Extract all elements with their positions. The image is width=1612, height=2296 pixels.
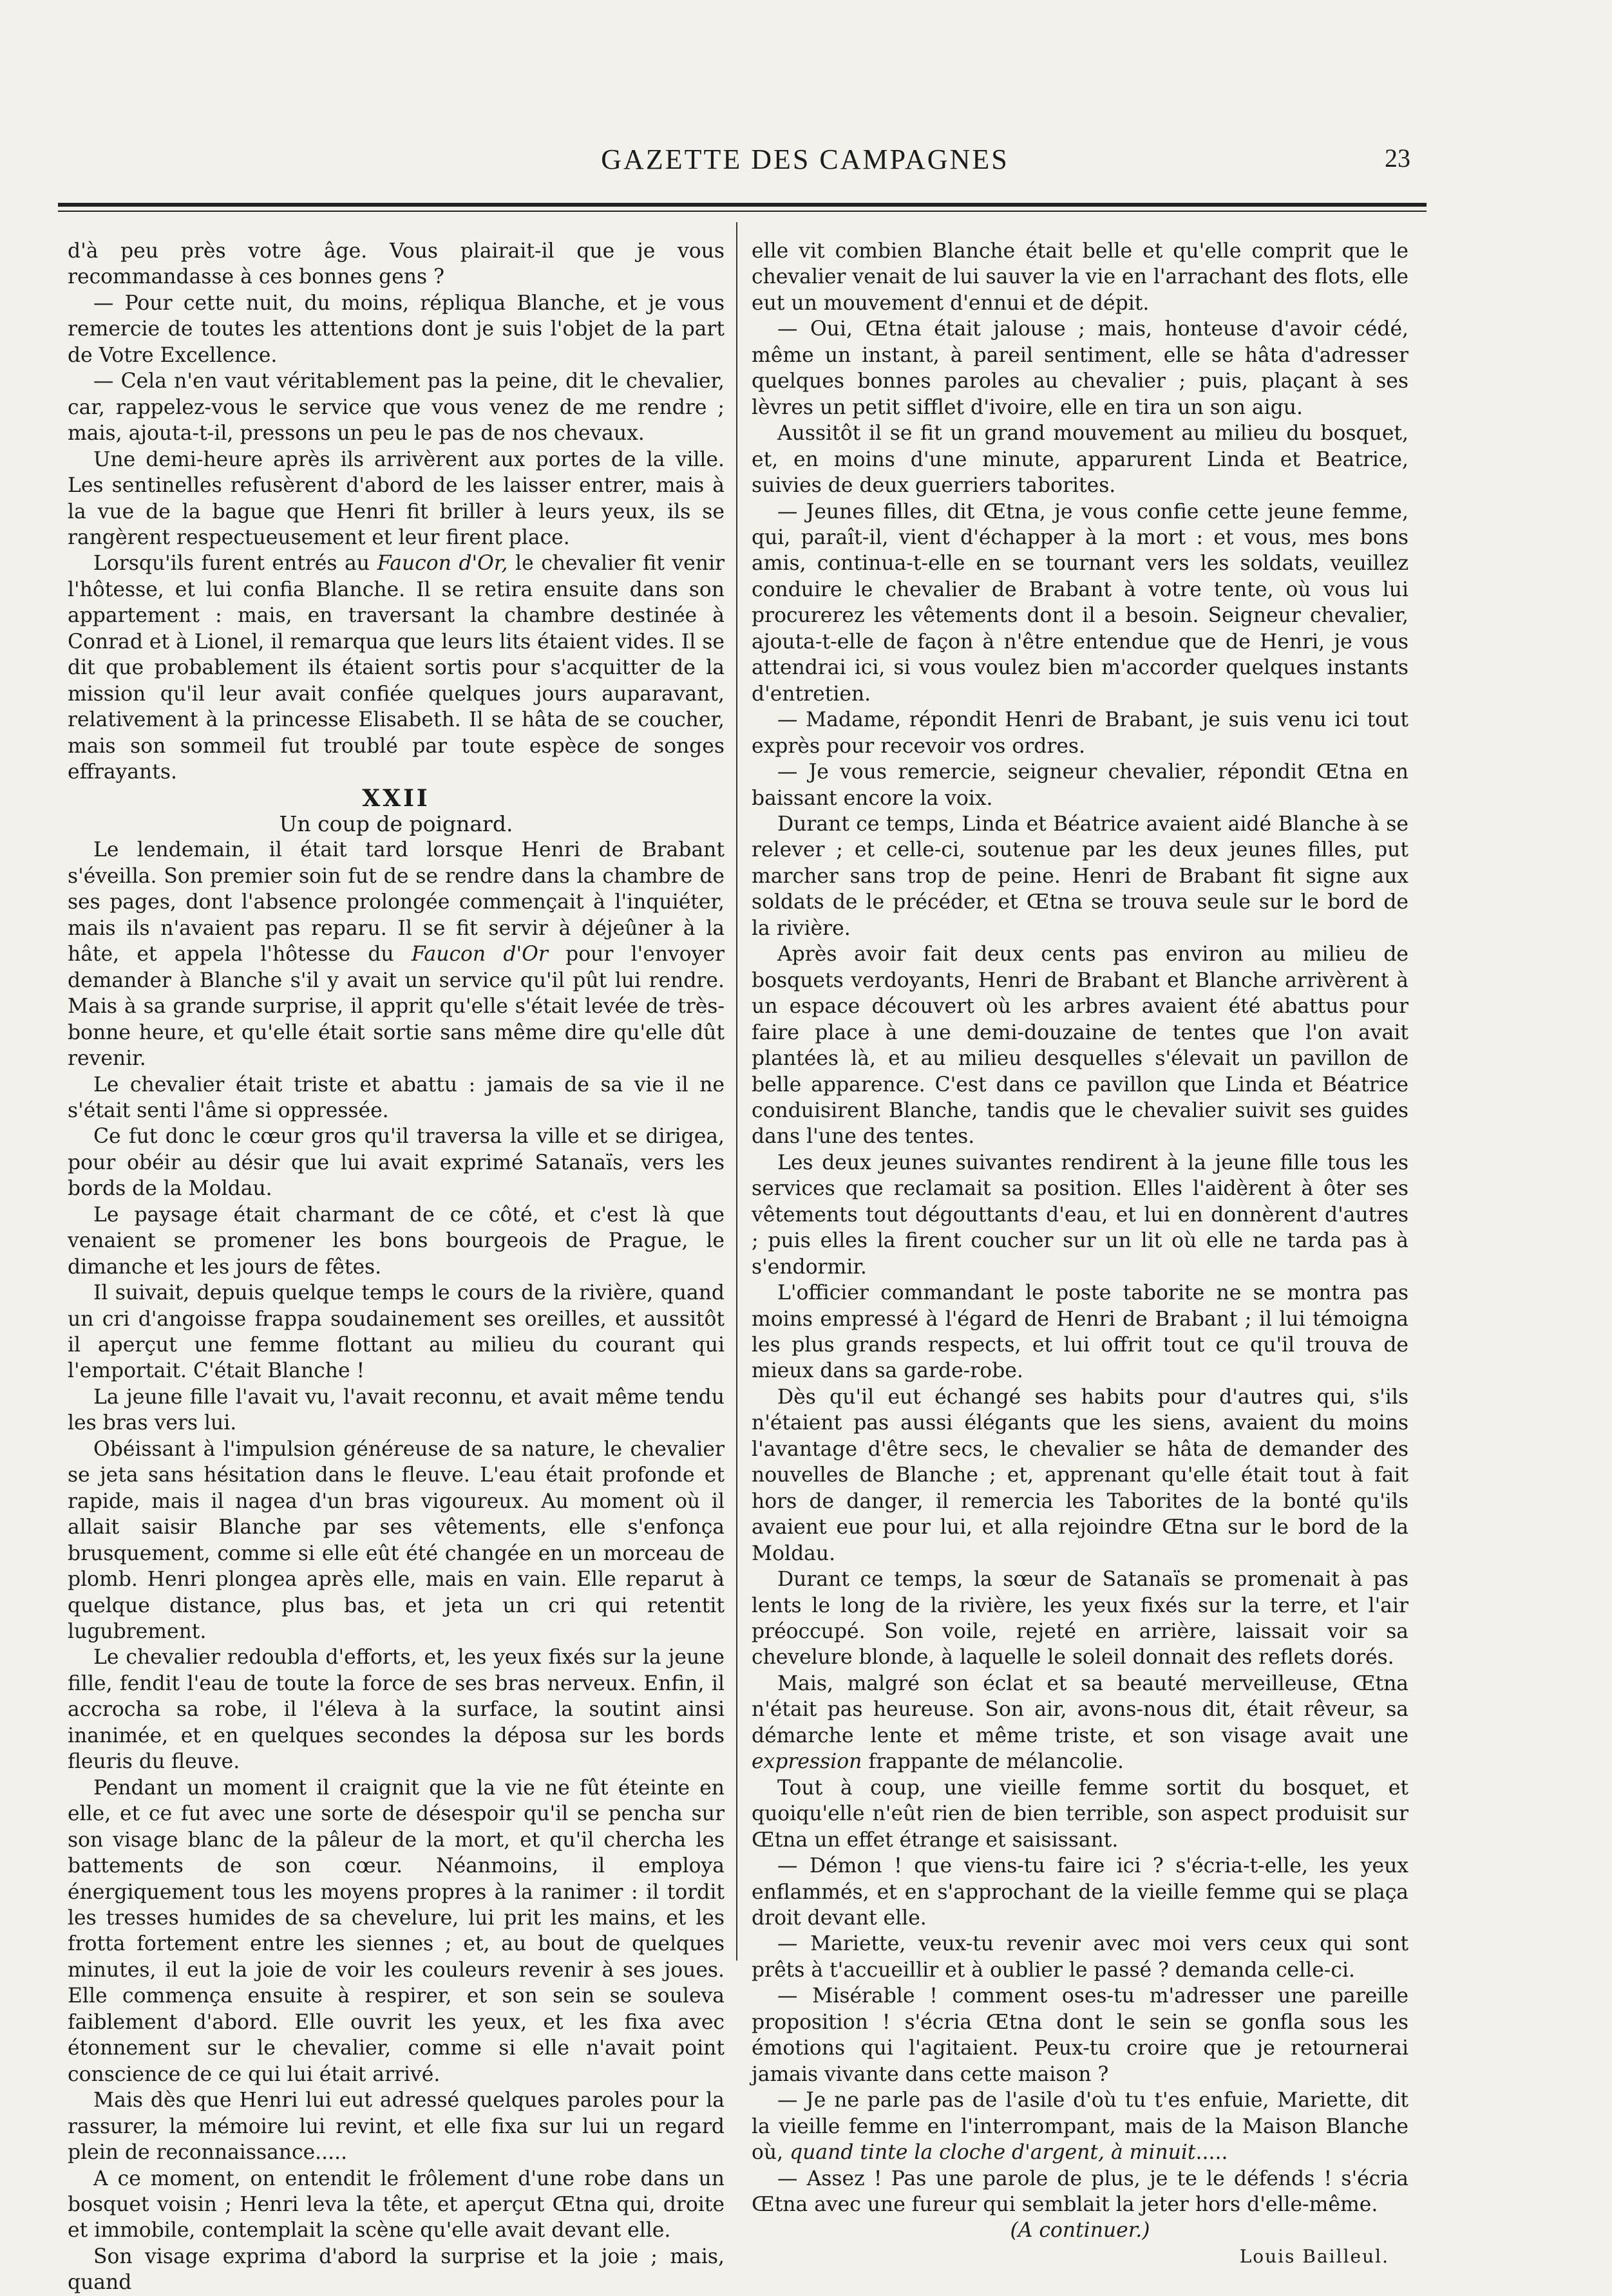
paragraph: Après avoir fait deux cents pas environ au milieu de bosquets verdoyants, Henri de Brabant et Blanche arrivèrent à un espace découvert où les arbres avaient été abattus pour faire place à une demi-douzaine de tentes que l'on avait plantées là, et au milieu desquelles s'élevait un pavillon de belle apparence. C'est dans ce pavillon que Linda et Béatrice conduisirent Blanche, tandis que le chevalier suivit ses guides dans l'une des tentes. [752, 943, 1408, 1149]
text-run: Le lendemain, il était tard lorsque Henri de Brabant s'éveilla. Son premier soin fut de se rendre dans la chambre de ses pages, dont l'absence prolongée commençait à l'inquiéter, mais ils n'avaient pas reparu. Il se fit servir à déjeûner à la hâte, et appela l'hôtesse du [68, 838, 725, 966]
paragraph: — Madame, répondit Henri de Brabant, je suis venu ici tout exprès pour recevoir vos ordres. [752, 708, 1408, 758]
text-run: pour l'envoyer demander à Blanche s'il y avait un service qu'il pût lui rendre. Mais à sa grande surprise, il apprit qu'elle s'était levée de très-bonne heure, et qu'elle était sortie sans même dire qu'elle dût revenir. [68, 943, 725, 1071]
right-column [752, 238, 1408, 2270]
paragraph: Aussitôt il se fit un grand mouvement au milieu du bosquet, et, en moins d'une minute, apparurent Linda et Beatrice, suivies de deux guerriers taborites. [752, 422, 1408, 498]
paragraph: — Assez ! Pas une parole de plus, je te le défends ! s'écria Œtna avec une fureur qui semblait la jeter hors d'elle-même. [752, 2167, 1408, 2216]
paragraph: — Pour cette nuit, du moins, répliqua Blanche, et je vous remercie de toutes les attentions dont je suis l'objet de la part de Votre Excellence. [68, 291, 725, 367]
paragraph: L'officier commandant le poste taborite ne se montra pas moins empressé à l'égard de Henri de Brabant ; il lui témoigna les plus grands respects, et lui offrit tout ce qu'il trouva de mieux dans sa garde-robe. [752, 1281, 1408, 1383]
paragraph: Le paysage était charmant de ce côté, et c'est là que venaient se promener les bons bourgeois de Prague, le dimanche et les jours de fêtes. [68, 1203, 725, 1279]
paragraph [68, 837, 725, 1071]
header-rule-thick [58, 203, 1427, 207]
italic-text: Faucon d'Or, [377, 552, 508, 576]
text-run: Mais, malgré son éclat et sa beauté merveilleuse, Œtna n'était pas heureuse. Son air, avons-nous dit, était rêveur, sa démarche lente et même triste, et son visage avait une [752, 1671, 1408, 1747]
paragraph: d'à peu près votre âge. Vous plairait-il que je vous recommandasse à ces bonnes gens ? [68, 240, 725, 289]
paragraph: Pendant un moment il craignit que la vie ne fût éteinte en elle, et ce fut avec une sorte de désespoir qu'il se pencha sur son visage blanc de la pâleur de la mort, et qu'il chercha les battements de son cœur. Néanmoins, il employa énergiquement tous les moyens propres à la ranimer : il tordit les tresses humides de sa chevelure, lui prit les mains, et les frotta fortement entre les siennes ; et, au bout de quelques minutes, il eut la joie de voir les couleurs revenir à ses joues. Elle commença ensuite à respirer, et son sein se souleva faiblement d'abord. Elle ouvrit les yeux, et les fixa avec étonnement sur le chevalier, comme si elle n'avait point conscience de ce qui lui était arrivé. [68, 1776, 725, 2086]
paragraph: Durant ce temps, Linda et Béatrice avaient aidé Blanche à se relever ; et celle-ci, soutenue par les deux jeunes filles, put marcher sans trop de peine. Henri de Brabant fit signe aux soldats de le précéder, et Œtna se trouva seule sur le bord de la rivière. [752, 812, 1408, 940]
paragraph: — Démon ! que viens-tu faire ici ? s'écria-t-elle, les yeux enflammés, et en s'approchant de la vieille femme qui se plaça droit devant elle. [752, 1854, 1408, 1930]
to-be-continued: (A continuer.) [1010, 2219, 1150, 2243]
text-run: Lorsqu'ils furent entrés au [93, 552, 377, 576]
column-divider [736, 222, 737, 1961]
paragraph: Ce fut donc le cœur gros qu'il traversa la ville et se dirigea, pour obéir au désir que lui avait exprimé Satanaïs, vers les bords de la Moldau. [68, 1125, 725, 1201]
paragraph: Tout à coup, une vieille femme sortit du bosquet, et quoiqu'elle n'eût rien de bien terrible, son aspect produisit sur Œtna un effet étrange et saisissant. [752, 1776, 1408, 1852]
text-run: le chevalier fit venir l'hôtesse, et lui confia Blanche. Il se retira ensuite dans son appartement : mais, en traversant la chambre destinée à Conrad et à Lionel, il remarqua que leurs lits étaient vides. Il se dit que probablement ils étaient sortis pour s'acquitter de la mission qu'il leur avait confiée quelques jours auparavant, relativement à la princesse Elisabeth. Il se hâta de se coucher, mais son sommeil fut troublé par toute espèce de songes effrayants. [68, 552, 725, 784]
text-run: frappante de mélancolie. [862, 1750, 1124, 1774]
header-rule-thin [58, 211, 1427, 212]
paragraph: Le chevalier était triste et abattu : jamais de sa vie il ne s'était senti l'âme si oppressée. [68, 1073, 725, 1122]
page-number: 23 [1385, 144, 1410, 173]
paragraph: Il suivait, depuis quelque temps le cours de la rivière, quand un cri d'angoisse frappa soudainement ses oreilles, et aussitôt il aperçut une femme flottant au milieu du courant qui l'emportait. C'était Blanche ! [68, 1281, 725, 1383]
italic-text: Faucon d'Or [411, 943, 548, 966]
paragraph: elle vit combien Blanche était belle et qu'elle comprit que le chevalier venait de lui sauver la vie en l'arrachant des flots, elle eut un mouvement d'ennui et de dépit. [752, 240, 1408, 315]
text-run: ..... [1195, 2141, 1228, 2165]
page-title: GAZETTE DES CAMPAGNES [601, 144, 1009, 175]
paragraph: — Jeunes filles, dit Œtna, je vous confie cette jeune femme, qui, paraît-il, vient d'échapper à la mort : et vous, mes bons amis, continua-t-elle en se tournant vers les soldats, veuillez conduire le chevalier de Brabant à votre tente, où vous lui procurerez les vêtements dont il a besoin. Seigneur chevalier, ajouta-t-elle de façon à n'être entendue que de Henri, je vous attendrai ici, si vous voulez bien m'accorder quelques instants d'entretien. [752, 500, 1408, 706]
paragraph: — Cela n'en vaut véritablement pas la peine, dit le chevalier, car, rappelez-vous le service que vous venez de me rendre ; mais, ajouta-t-il, pressons un peu le pas de nos chevaux. [68, 370, 725, 446]
paragraph [68, 550, 725, 785]
chapter-title: Un coup de poignard. [279, 811, 513, 836]
left-column [68, 238, 725, 2296]
paragraph: Durant ce temps, la sœur de Satanaïs se promenait à pas lents le long de la rivière, les yeux fixés sur la terre, et l'air préoccupé. Son voile, rejeté en arrière, laissait voir sa chevelure blonde, à laquelle le soleil donnait des reflets dorés. [752, 1568, 1408, 1670]
paragraph: Son visage exprima d'abord la surprise et la joie ; mais, quand [68, 2244, 725, 2295]
paragraph: — Mariette, veux-tu revenir avec moi vers ceux qui sont prêts à t'accueillir et à oublier le passé ? demanda celle-ci. [752, 1932, 1408, 1982]
paragraph: Mais dès que Henri lui eut adressé quelques paroles pour la rassurer, la mémoire lui revint, et elle fixa sur lui un regard plein de reconnaissance..... [68, 2089, 725, 2165]
chapter-number: XXII [362, 784, 430, 812]
paragraph: La jeune fille l'avait vu, l'avait reconnu, et avait même tendu les bras vers lui. [68, 1385, 725, 1435]
paragraph [752, 1671, 1408, 1775]
paragraph: — Misérable ! comment oses-tu m'adresser une pareille proposition ! s'écria Œtna dont le sein se gonfla sous les émotions qui l'agitaient. Peux-tu croire que je retournerai jamais vivante dans cette maison ? [752, 1984, 1408, 2086]
paragraph: A ce moment, on entendit le frôlement d'une robe dans un bosquet voisin ; Henri leva la tête, et aperçut Œtna qui, droite et immobile, contemplait la scène qu'elle avait devant elle. [68, 2167, 725, 2243]
paragraph: Obéissant à l'impulsion généreuse de sa nature, le chevalier se jeta sans hésitation dans le fleuve. L'eau était profonde et rapide, mais il nagea d'un bras vigoureux. Au moment où il allait saisir Blanche par ses vêtements, elle s'enfonça brusquement, comme si elle eût été changée en un morceau de plomb. Henri plongea après elle, mais en vain. Elle reparut à quelque distance, plus bas, et jeta un cri qui retentit lugubrement. [68, 1437, 725, 1644]
paragraph [752, 2087, 1408, 2165]
author-signature: Louis Bailleul. [1239, 2245, 1389, 2267]
paragraph: — Oui, Œtna était jalouse ; mais, honteuse d'avoir cédé, même un instant, à pareil sentiment, elle se hâta d'adresser quelques bonnes paroles au chevalier ; puis, plaçant à ses lèvres un petit sifflet d'ivoire, elle en tira un son aigu. [752, 317, 1408, 419]
paragraph: Le chevalier redoubla d'efforts, et, les yeux fixés sur la jeune fille, fendit l'eau de toute la force de ses bras nerveux. Enfin, il accrocha sa robe, il l'éleva à la surface, la soutint ainsi inanimée, et en quelques secondes la déposa sur les bords fleuris du fleuve. [68, 1646, 725, 1774]
paragraph: Une demi-heure après ils arrivèrent aux portes de la ville. Les sentinelles refusèrent d'abord de les laisser entrer, mais à la vue de la bague que Henri fit briller à leurs yeux, ils se rangèrent respectueusement et leur firent place. [68, 447, 725, 549]
italic-text: quand tinte la cloche d'argent, à minuit [790, 2141, 1196, 2165]
text-run: — Je ne parle pas de l'asile d'où tu t'es enfuie, Mariette, dit la vieille femme en l'interrompant, mais de la Maison Blanche où, [752, 2089, 1408, 2165]
paragraph: Dès qu'il eut échangé ses habits pour d'autres qui, s'ils n'étaient pas aussi élégants que les siens, avaient du moins l'avantage d'être secs, le chevalier se hâta de demander des nouvelles de Blanche ; et, apprenant qu'elle était tout à fait hors de danger, il remercia les Taborites de la bonté qu'ils avaient eue pour lui, et alla rejoindre Œtna sur le bord de la Moldau. [752, 1385, 1408, 1565]
italic-text: expression [752, 1750, 862, 1774]
paragraph: Les deux jeunes suivantes rendirent à la jeune fille tous les services que reclamait sa position. Elles l'aidèrent à ôter ses vêtements tout dégouttants d'eau, et lui en donnèrent d'autres ; puis elles la firent coucher sur un lit où elle ne tarda pas à s'endormir. [752, 1151, 1408, 1279]
paragraph: — Je vous remercie, seigneur chevalier, répondit Œtna en baissant encore la voix. [752, 760, 1408, 810]
